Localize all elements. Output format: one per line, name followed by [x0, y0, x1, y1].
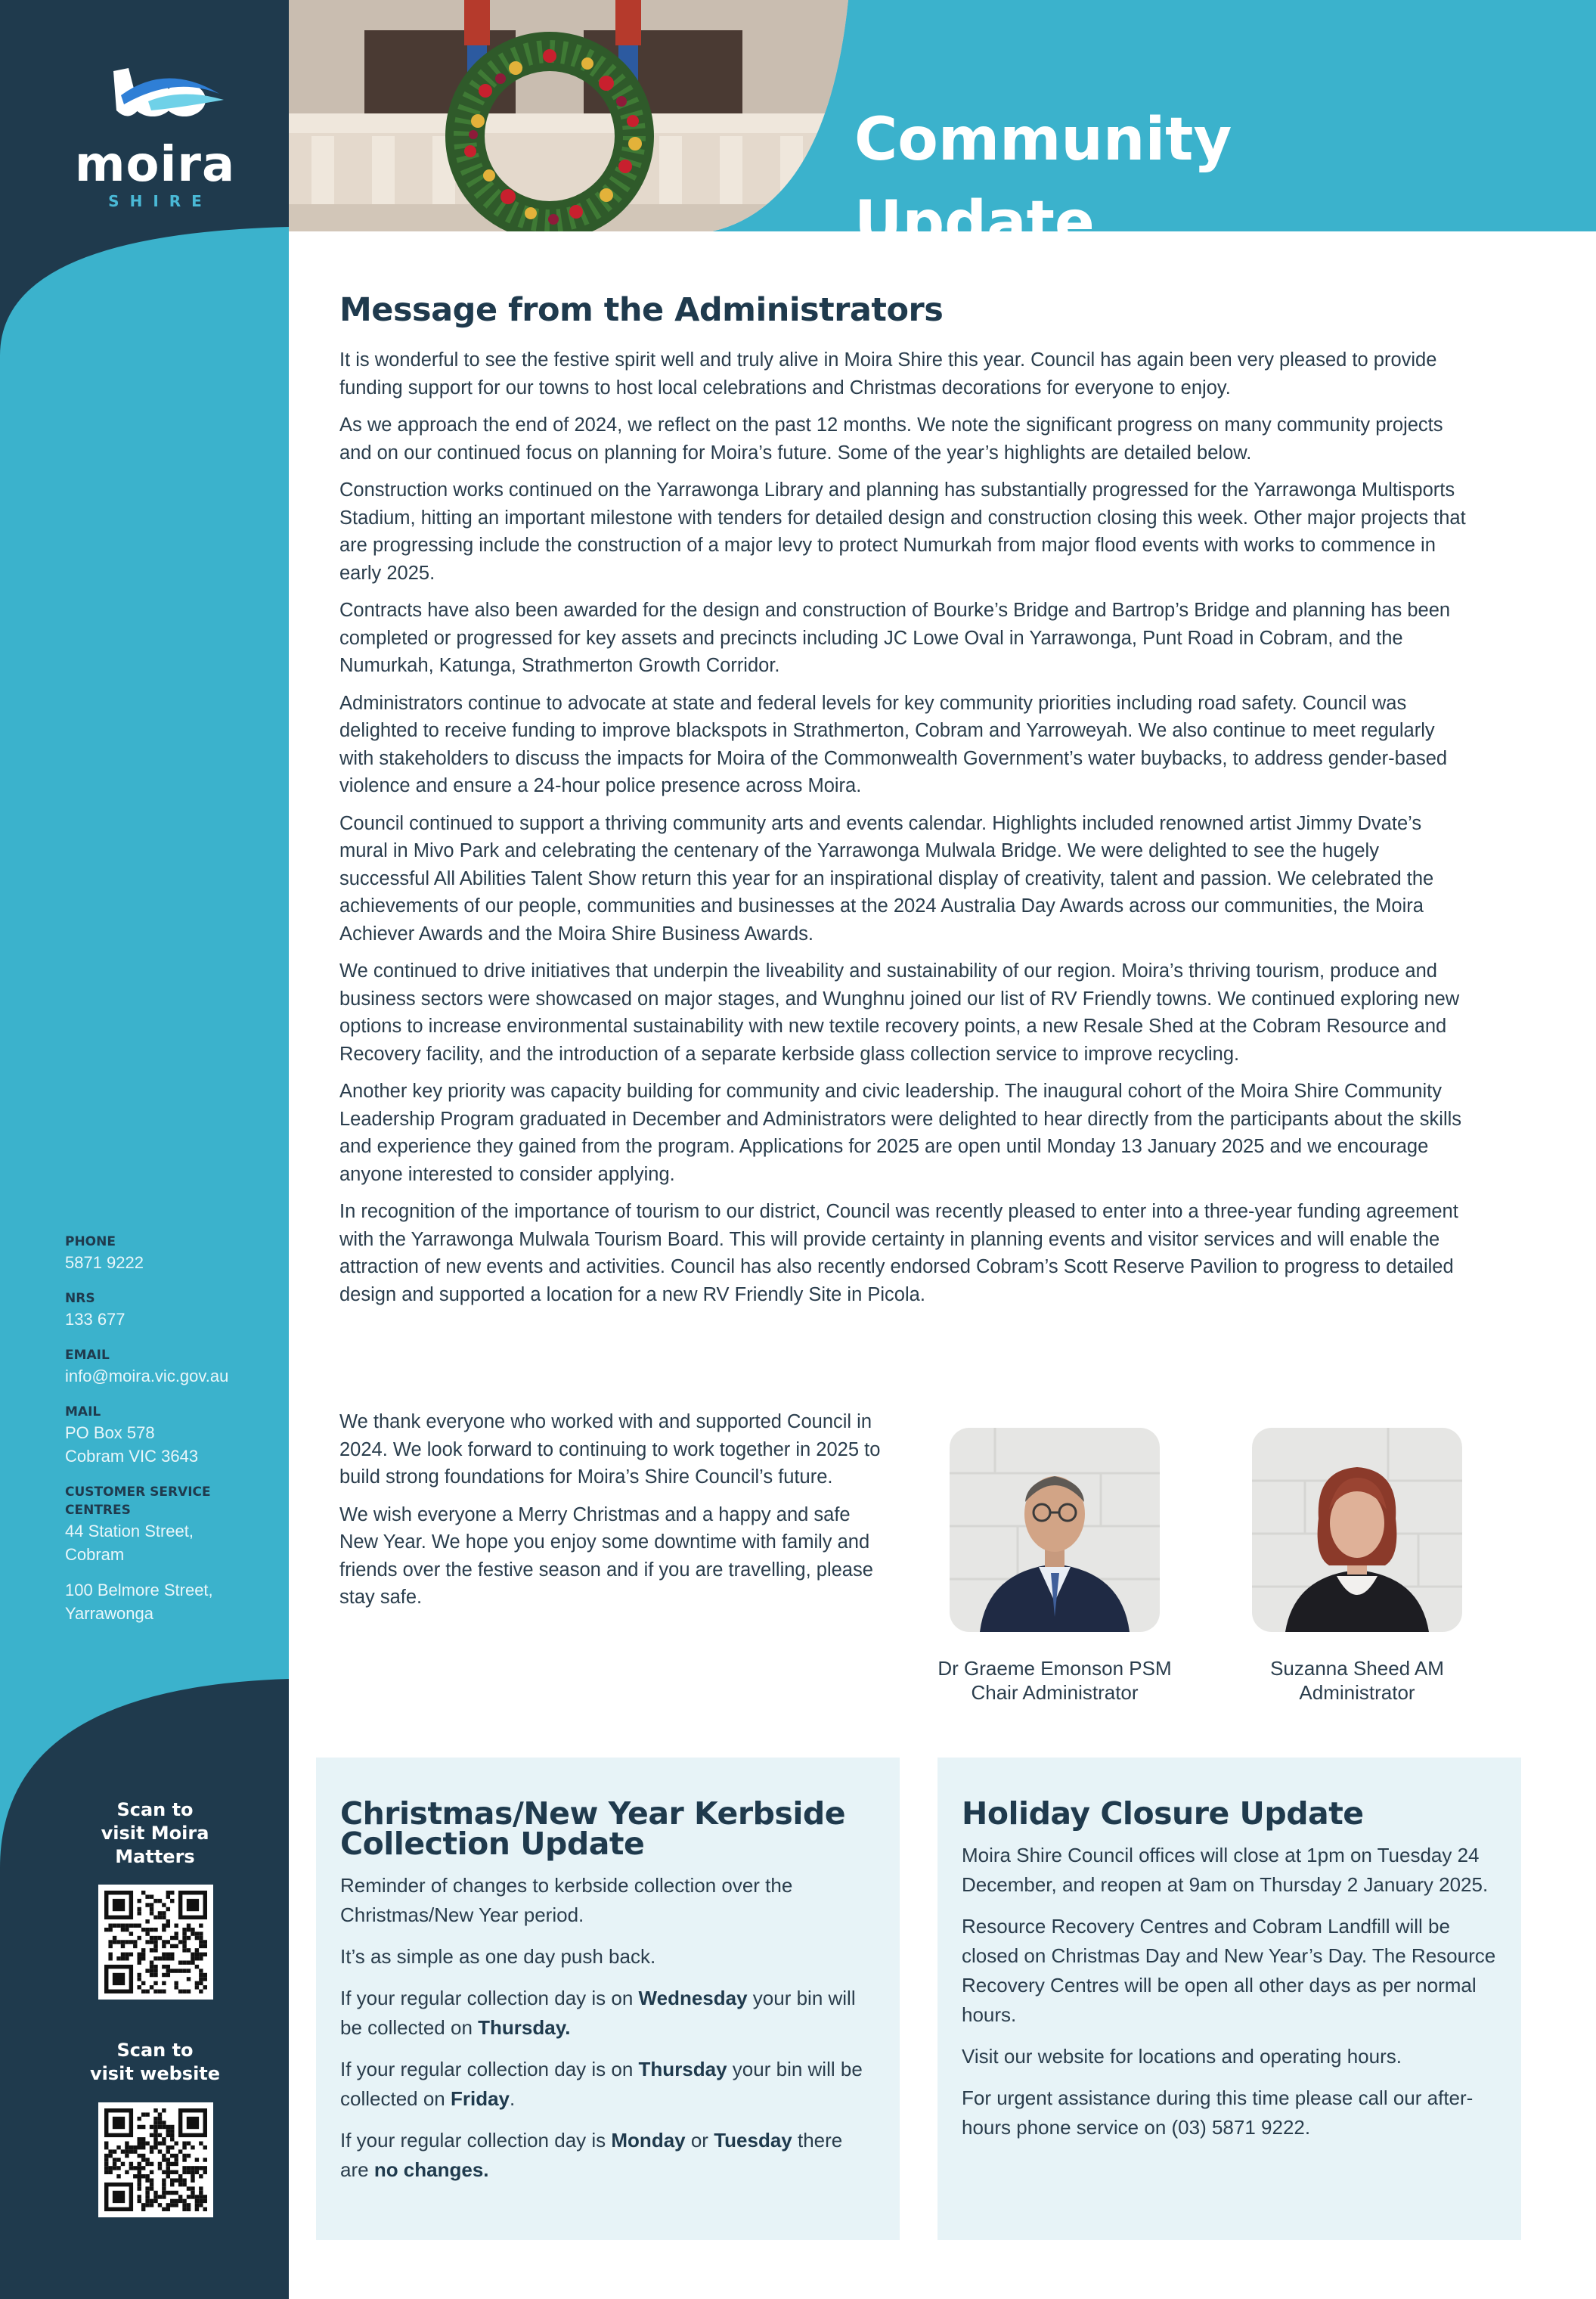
kerbside-heading — [340, 1795, 875, 1862]
service-centre-1-line-2: Cobram — [65, 1545, 125, 1564]
article-paragraph: Contracts have also been awarded for the design and construction of Bourke’s Bridge and Bartrop’s Bridge and planning has been completed or progressed for key assets and precincts including JC Lowe Oval in Yarrawonga, Punt Road in Cobram, and the Numurkah, Katunga, Strathmerton Growth Corridor. — [339, 600, 1451, 676]
kerbside-simple: It’s as simple as one day push back. — [340, 1945, 656, 1968]
header-photo-wreath — [289, 0, 848, 231]
qr-code-website[interactable] — [98, 2102, 213, 2217]
nrs-label: NRS — [65, 1291, 95, 1306]
logo-word: moira — [74, 137, 236, 193]
kerbside-rule-monday-tuesday — [340, 2126, 875, 2185]
scan-matters-line-1: Scan to — [116, 1799, 194, 1820]
service-centre-2-line-1: 100 Belmore Street, — [65, 1581, 213, 1599]
rule-day: Monday — [611, 2129, 686, 2152]
article-heading: Message from the Administrators — [339, 291, 944, 329]
service-centre-2-line-2: Yarrawonga — [65, 1604, 153, 1623]
admin-name: Dr Graeme Emonson PSM — [937, 1657, 1172, 1680]
rule-day: Tuesday — [714, 2129, 792, 2152]
service-centres-label: CUSTOMER SERVICE CENTRES — [65, 1485, 211, 1518]
closing-message — [339, 1408, 884, 1621]
admin-name: Suzanna Sheed AM — [1270, 1657, 1444, 1680]
logo-subtitle: SHIRE — [108, 192, 212, 210]
rule-emphasis: no changes — [373, 2158, 484, 2181]
sidebar — [0, 0, 289, 2299]
rule-text: If your regular collection day is — [340, 2129, 612, 2152]
scan-website-line-2: visit website — [89, 2063, 221, 2084]
mail-label: MAIL — [65, 1404, 101, 1419]
rule-text: If your regular collection day is on — [340, 1987, 639, 2009]
email-label: EMAIL — [65, 1348, 110, 1363]
rule-day: Thursday — [638, 2058, 727, 2080]
article-paragraph: Construction works continued on the Yarrawonga Library and planning has substantially progressed for the Yarrawonga Multisports Stadium, hitting an important milestone with tenders for detailed design and construction closing this week. Other major projects that are progressing include the construction of a major levy to protect Numurkah from major flood events with works to commence in early 2025. — [339, 479, 1466, 584]
article-paragraph: We continued to drive initiatives that underpin the liveability and sustainability of our region. Moira’s thriving tourism, produce and business sectors were showcased on major stages, and Wunghnu joined our list of RV Friendly towns. We continued exploring new options to increase environmental sustainability with new textile recovery points, a new Resale Shed at the Cobram Resource and Recovery facility, and the introduction of a separate kerbside glass collection service to improve recycling. — [339, 960, 1460, 1065]
closing-paragraph: We thank everyone who worked with and supported Council in 2024. We look forward to continuing to work together in 2025 to build strong foundations for Moira’s Shire Council’s future. — [339, 1411, 881, 1488]
holiday-paragraph: Moira Shire Council offices will close at 1pm on Tuesday 24 December, and reopen at 9am on Thursday 2 January 2025. — [962, 1844, 1489, 1896]
caption-suzanna-sheed — [1198, 1656, 1516, 1705]
rule-new-day: Friday — [450, 2087, 510, 2110]
rule-text: your bin will be collected on — [340, 1987, 856, 2039]
rule-text: . — [565, 2016, 571, 2039]
portrait-photo-1 — [950, 1428, 1160, 1632]
article-body — [339, 346, 1466, 1318]
rule-text: your bin will be collected on — [340, 2058, 863, 2110]
article-paragraph: As we approach the end of 2024, we reflect on the past 12 months. We note the significant progress on many community projects and on our continued focus on planning for Moira’s future. Some of the year’s highlights are detailed below. — [339, 414, 1443, 464]
kerbside-heading-line-2: Collection Update — [340, 1826, 645, 1862]
rule-text: . — [483, 2158, 489, 2181]
rule-text: or — [685, 2129, 714, 2152]
rule-day: Wednesday — [638, 1987, 748, 2009]
scan-moira-matters-label — [76, 1798, 234, 1869]
qr-code-moira-matters[interactable] — [98, 1885, 213, 2000]
wreath-photo-image — [289, 0, 848, 231]
kerbside-intro: Reminder of changes to kerbside collection over the Christmas/New Year period. — [340, 1874, 793, 1926]
kerbside-collection-box — [316, 1758, 900, 2240]
article-paragraph: Administrators continue to advocate at state and federal levels for key community priorities including road safety. Council was delighted to receive funding to improve blackspots in Strathmerton, Cobram and Yarroweyah. We also continue to meet regularly with stakeholders to discuss the impacts for Moira of the Commonwealth Government’s water buybacks, to address gender-based violence and ensure a 24-hour police presence across Moira. — [339, 692, 1448, 796]
rule-new-day: Thursday — [478, 2016, 566, 2039]
phone-label: PHONE — [65, 1234, 116, 1249]
mail-line-2: Cobram VIC 3643 — [65, 1447, 199, 1466]
holiday-paragraph: Resource Recovery Centres and Cobram Landfill will be closed on Christmas Day and New Year’s Day. The Resource Recovery Centres will be open all other days as per normal hours. — [962, 1915, 1496, 2026]
mail-line-1: PO Box 578 — [65, 1423, 155, 1442]
logo-mark-icon — [106, 65, 227, 126]
rule-text: . — [510, 2087, 516, 2110]
email-link[interactable]: info@moira.vic.gov.au — [65, 1367, 229, 1385]
kerbside-rule-thursday — [340, 2055, 875, 2114]
scan-website-label — [76, 2039, 234, 2086]
contact-details — [65, 1233, 284, 1625]
article-paragraph: It is wonderful to see the festive spirit well and truly alive in Moira Shire this year. Council has again been very pleased to provide funding support for our towns to host local celebrations and Christmas decorations for everyone to enjoy. — [339, 349, 1437, 399]
scan-matters-line-3: Matters — [115, 1846, 195, 1867]
article-paragraph: Council continued to support a thriving community arts and events calendar. Highlights included renowned artist Jimmy Dvate’s mural in Mivo Park and celebrating the centenary of the Yarrawonga Mulwala Bridge. We were delighted to see the hugely successful All Abilities Talent Show return this year for an inspirational display of creativity, talent and passion. We celebrated the achievements of our people, communities and businesses at the 2024 Australia Day Awards across our communities, the Moira Achiever Awards and the Moira Shire Business Awards. — [339, 812, 1434, 945]
scan-website-line-1: Scan to — [116, 2040, 194, 2061]
nrs-value[interactable]: 133 677 — [65, 1310, 126, 1329]
article-paragraph: Another key priority was capacity building for community and civic leadership. The inaugural cohort of the Moira Shire Community Leadership Program graduated in December and Administrators were delighted to hear directly from the participants about the skills and experience they gained from the program. Applications for 2025 are open until Monday 13 January 2025 and we encourage anyone interested to consider applying. — [339, 1081, 1462, 1185]
holiday-paragraph: Visit our website for locations and operating hours. — [962, 2045, 1402, 2068]
portrait-photo-2 — [1252, 1428, 1462, 1632]
holiday-heading: Holiday Closure Update — [962, 1795, 1364, 1832]
closing-paragraph: We wish everyone a Merry Christmas and a happy and safe New Year. We hope you enjoy some downtime with family and friends over the festive season and if you are travelling, please stay safe. — [339, 1503, 873, 1608]
kerbside-rule-wednesday — [340, 1984, 875, 2043]
portrait-graeme-emonson — [950, 1428, 1160, 1632]
caption-graeme-emonson — [896, 1656, 1213, 1705]
phone-value[interactable]: 5871 9222 — [65, 1253, 144, 1272]
portrait-suzanna-sheed — [1252, 1428, 1462, 1632]
service-centre-1-line-1: 44 Station Street, — [65, 1522, 194, 1540]
rule-text: If your regular collection day is on — [340, 2058, 639, 2080]
qr-website-icon — [104, 2108, 207, 2211]
scan-matters-line-2: visit Moira — [101, 1823, 209, 1844]
rule-text: there are — [340, 2129, 843, 2181]
article-paragraph: In recognition of the importance of tourism to our district, Council was recently pleased to enter into a three-year funding agreement with the Yarrawonga Mulwala Tourism Board. This will provide certainty in planning events and visitor services and will enable the attraction of new events and activities. Council has also recently endorsed Cobram’s Scott Reserve Pavilion to progress to detailed design and supported a location for a new RV Friendly Site in Picola. — [339, 1201, 1458, 1305]
holiday-closure-box — [937, 1758, 1521, 2240]
kerbside-heading-line-1: Christmas/New Year Kerbside — [340, 1795, 846, 1832]
admin-role: Chair Administrator — [971, 1681, 1139, 1704]
moira-shire-logo — [68, 65, 242, 216]
holiday-paragraph: For urgent assistance during this time please call our after-hours phone service on (03) 5871 9222. — [962, 2086, 1474, 2139]
page-title: Community Update — [854, 106, 1232, 257]
qr-matters-icon — [104, 1891, 207, 1993]
admin-role: Administrator — [1299, 1681, 1415, 1704]
